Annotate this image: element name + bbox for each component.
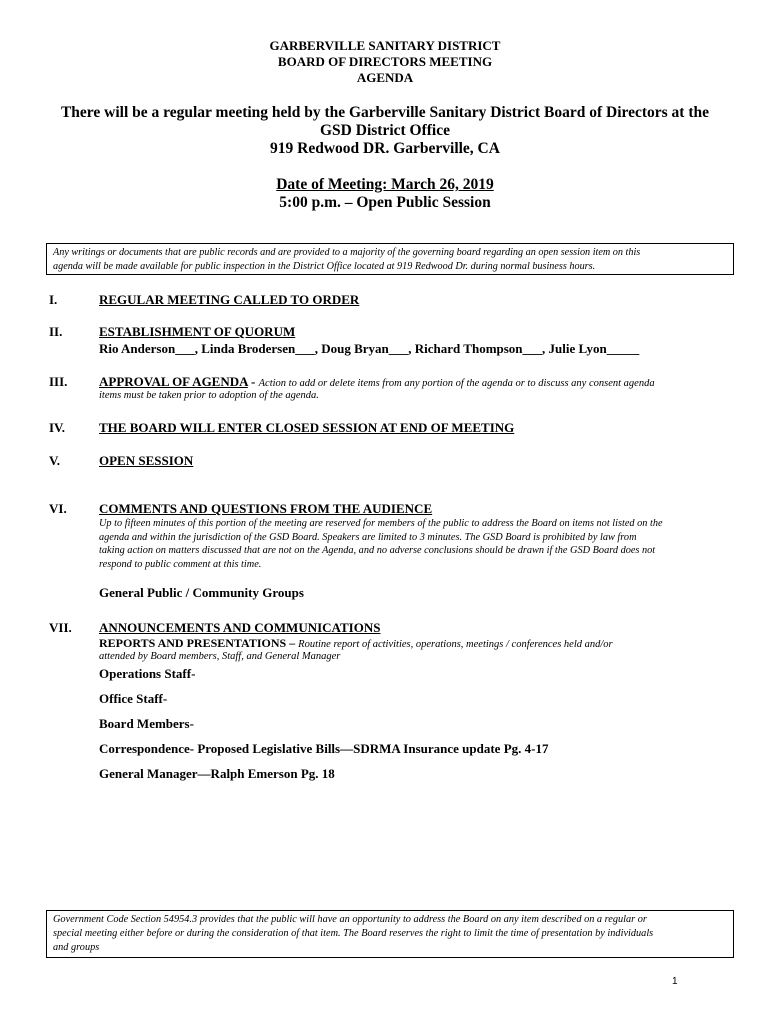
item-number-ii: II. [49,324,63,339]
item-title-i: REGULAR MEETING CALLED TO ORDER [99,292,360,307]
item-title-v: OPEN SESSION [99,453,194,468]
government-code-notice-line-2: special meeting either before or during the consideration of that item. The Board reserves the right to limit the time of presentation by individuals [53,928,654,939]
item-vi-desc-2: agenda and within the jurisdiction of the GSD Board. Speakers are limited to 3 minutes. The GSD Board is prohibited by law from [99,531,637,543]
public-records-notice [46,243,734,275]
item-title-ii: ESTABLISHMENT OF QUORUM [99,324,296,339]
item-iii-desc-2: items must be taken prior to adoption of the agenda. [99,390,319,401]
correspondence: Correspondence- Proposed Legislative Bills—SDRMA Insurance update Pg. 4-17 [99,741,549,756]
board-members: Board Members- [99,716,194,731]
operations-staff: Operations Staff- [99,666,196,681]
item-vi-subheading: General Public / Community Groups [99,585,304,600]
item-vi-description [99,517,729,571]
reports-desc-1: Routine report of activities, operations, meetings / conferences held and/or [298,639,613,650]
meeting-time: 5:00 p.m. – Open Public Session [279,194,491,211]
reports-label: REPORTS AND PRESENTATIONS – [99,636,299,650]
announcement-line-1: There will be a regular meeting held by the Garberville Sanitary District Board of Directors at the [60,104,710,121]
office-staff: Office Staff- [99,691,168,706]
district-name: GARBERVILLE SANITARY DISTRICT [269,38,501,53]
item-iii-dash: - [247,374,259,389]
meeting-title: BOARD OF DIRECTORS MEETING [277,54,493,69]
government-code-notice-line-3: and groups [53,942,100,953]
reports-line [99,636,613,651]
meeting-date-text: Date of Meeting: March 26, 2019 [276,176,494,193]
item-number-v: V. [49,453,60,468]
item-vi-desc-1: Up to fifteen minutes of this portion of the meeting are reserved for members of the public to address the Board on items not listed on the [99,518,663,529]
government-code-notice [46,910,734,958]
item-number-vi: VI. [49,501,67,516]
item-number-iii: III. [49,374,68,389]
public-records-notice-line-2: agenda will be made available for public inspection in the District Office located at 919 Redwood Dr. during normal business hours. [53,261,596,272]
item-iii-line [99,374,655,390]
item-title-iv: THE BOARD WILL ENTER CLOSED SESSION AT END OF MEETING [99,420,515,435]
item-number-iv: IV. [49,420,66,435]
government-code-notice-line-1: Government Code Section 54954.3 provides that the public will have an opportunity to address the Board on any item described on a regular or [53,914,647,925]
page-number: 1 [672,976,678,987]
item-number-vii: VII. [49,620,72,635]
item-title-vii: ANNOUNCEMENTS AND COMMUNICATIONS [99,620,381,635]
public-records-notice-line-1: Any writings or documents that are public records and are provided to a majority of the governing board regarding an open session item on this [53,247,641,258]
announcement-line-2: GSD District Office [320,122,450,139]
meeting-address: 919 Redwood DR. Garberville, CA [270,140,500,157]
item-vi-desc-4: respond to public comment at this time. [99,558,262,570]
item-title-iii: APPROVAL OF AGENDA [99,374,248,389]
general-manager: General Manager—Ralph Emerson Pg. 18 [99,766,335,781]
item-vi-desc-3: taking action on matters discussed that are not on the Agenda, and no adverse conclusions should be drawn if the GSD Board does not [99,545,656,556]
quorum-roll-call: Rio Anderson___, Linda Brodersen___, Doug Bryan___, Richard Thompson___, Julie Lyon_____ [99,341,640,356]
item-number-i: I. [49,292,58,307]
item-iii-desc-1: Action to add or delete items from any portion of the agenda or to discuss any consent agenda [258,378,655,389]
item-title-vi: COMMENTS AND QUESTIONS FROM THE AUDIENCE [99,501,433,516]
meeting-date [0,176,770,194]
agenda-heading: AGENDA [356,70,414,85]
reports-desc-2: attended by Board members, Staff, and General Manager [99,651,341,662]
